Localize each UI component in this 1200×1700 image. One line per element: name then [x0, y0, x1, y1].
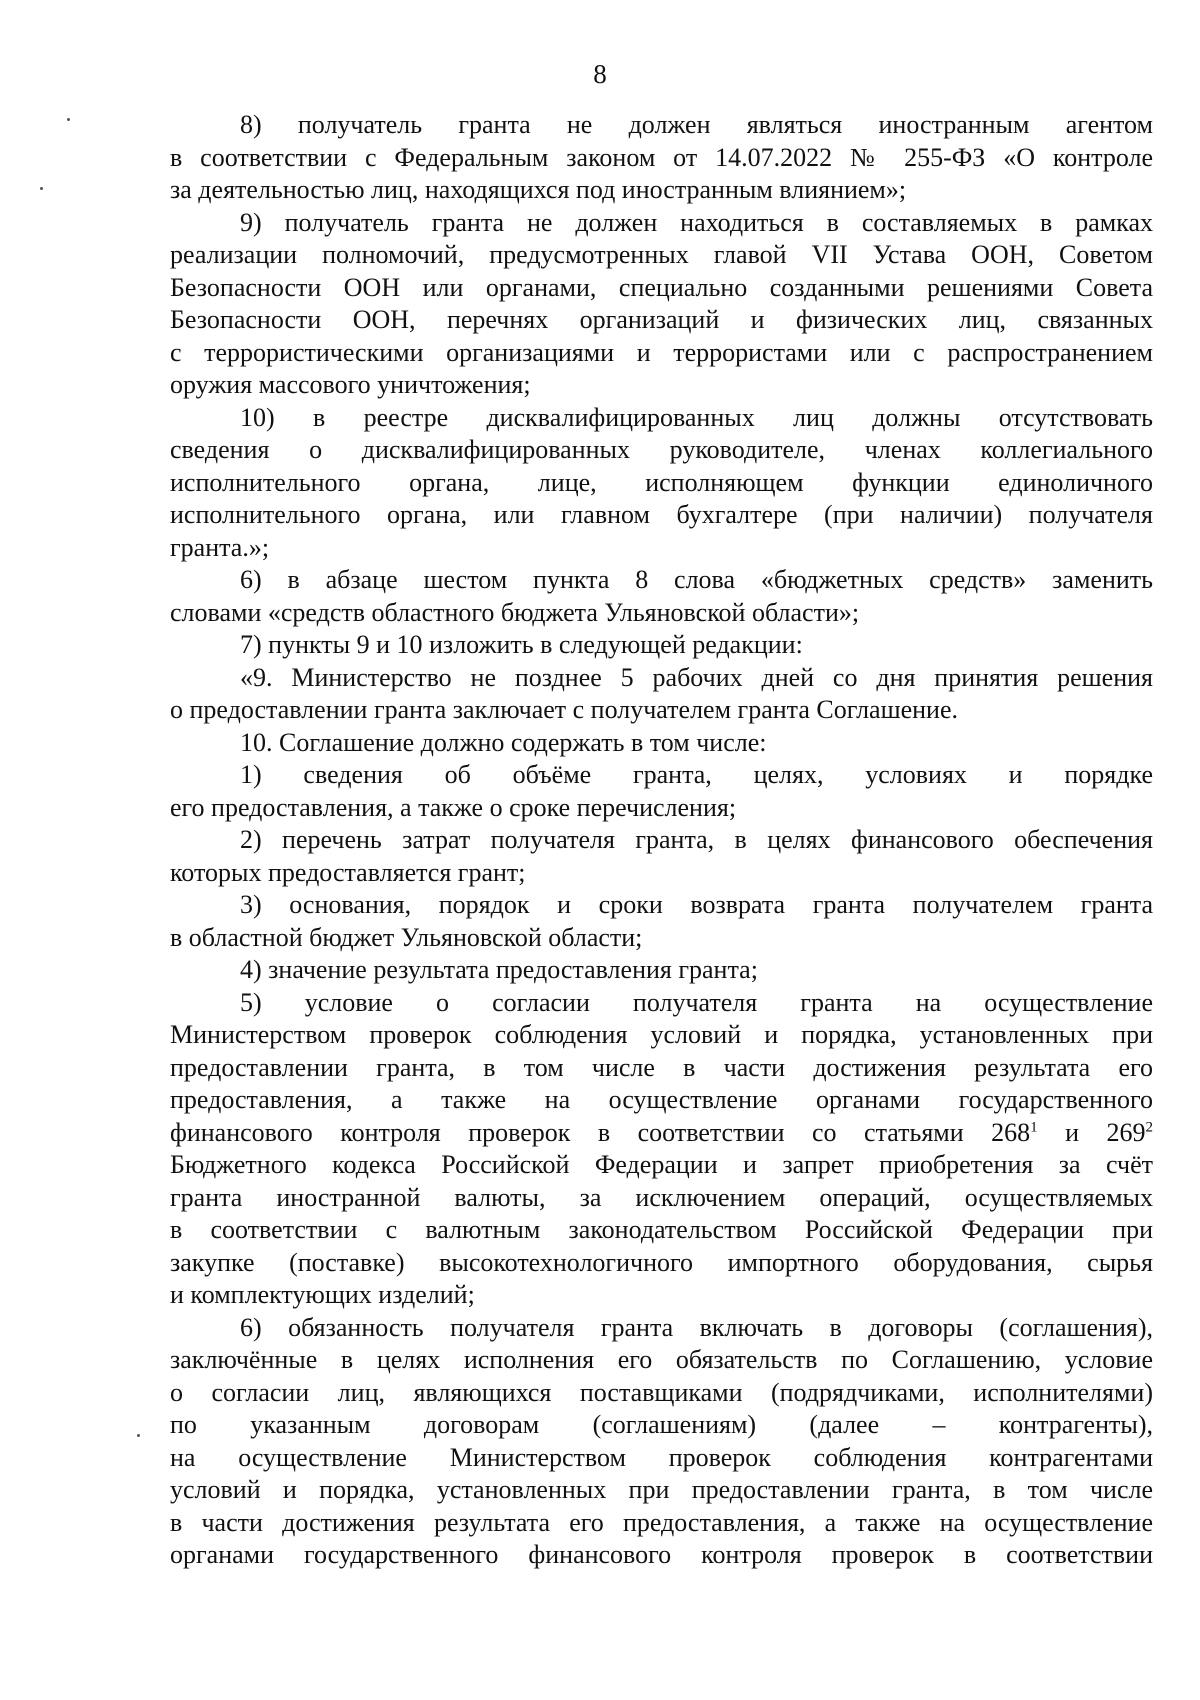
text-segment: и 269: [1037, 1117, 1146, 1147]
text-line: 10) в реестре дисквалифицированных лиц должны отсутствовать: [240, 402, 1153, 432]
text-line: 6) в абзаце шестом пункта 8 слова «бюджетных средств» заменить: [240, 565, 1153, 594]
text-line: заключённые в целях исполнения его обязательств по Соглашению, условие: [170, 1345, 1153, 1374]
paragraph-item-9: [170, 207, 1153, 402]
text-line: «9. Министерство не позднее 5 рабочих дней со дня принятия решения: [240, 662, 1153, 692]
text-line: которых предоставляется грант;: [170, 857, 526, 887]
paragraph-subitem-2: [170, 824, 1153, 889]
text-line: о предоставлении гранта заключает с получателем гранта Соглашение.: [170, 695, 959, 724]
text-line: на осуществление Министерством проверок соблюдения контрагентами: [170, 1442, 1153, 1472]
text-line: 8) получатель гранта не должен являться иностранным агентом: [240, 110, 1153, 139]
text-line: предоставления, а также на осуществление органами государственного: [170, 1085, 1153, 1114]
text-line: словами «средств областного бюджета Ульяновской области»;: [170, 597, 860, 627]
text-line: [170, 1117, 1153, 1150]
text-line: Министерством проверок соблюдения условий и порядка, установленных при: [170, 1020, 1153, 1049]
paragraph-item-8: [170, 109, 1153, 207]
paragraph-subitem-6: [170, 1312, 1153, 1572]
text-line: исполнительного органа, лице, исполняющем функции единоличного: [170, 467, 1153, 497]
text-line: 4) значение результата предоставления гранта;: [240, 955, 758, 984]
paragraph-amendment-6: [170, 564, 1153, 629]
text-line: в областной бюджет Ульяновской области;: [170, 922, 643, 952]
text-line: в соответствии с Федеральным законом от 14.07.2022 № 255-ФЗ «О контроле: [170, 142, 1153, 172]
document-body: [170, 109, 1153, 1572]
text-line: гранта.»;: [170, 532, 270, 562]
page-number: 8: [593, 59, 607, 89]
text-line: Бюджетного кодекса Российской Федерации и запрет приобретения за счёт: [170, 1150, 1153, 1179]
scan-speck: [137, 1434, 140, 1437]
text-line: за деятельностью лиц, находящихся под иностранным влиянием»;: [170, 175, 907, 204]
text-line: 3) основания, порядок и сроки возврата гранта получателем гранта: [240, 890, 1153, 919]
text-line: реализации полномочий, предусмотренных главой VII Устава ООН, Советом: [170, 240, 1153, 269]
text-line: в части достижения результата его предоставления, а также на осуществление: [170, 1507, 1153, 1537]
text-line: гранта иностранной валюты, за исключением операций, осуществляемых: [170, 1182, 1153, 1212]
text-line: с террористическими организациями и террористами или с распространением: [170, 337, 1153, 367]
paragraph-subitem-3: [170, 889, 1153, 954]
text-line: 5) условие о согласии получателя гранта на осуществление: [240, 987, 1153, 1017]
text-line: условий и порядка, установленных при предоставлении гранта, в том числе: [170, 1475, 1153, 1504]
text-segment: финансового контроля проверок в соответствии со статьями 268: [170, 1117, 1031, 1147]
superscript-1: 1: [1030, 1118, 1038, 1135]
text-line: Безопасности ООН или органами, специально созданными решениями Совета: [170, 272, 1153, 302]
paragraph-subitem-4: [170, 954, 1153, 987]
paragraph-clause-10: [170, 727, 1153, 760]
paragraph-amendment-7: [170, 629, 1153, 662]
text-line: 1) сведения об объёме гранта, целях, условиях и порядке: [240, 760, 1153, 789]
superscript-2: 2: [1145, 1118, 1153, 1135]
text-line: о согласии лиц, являющихся поставщиками (подрядчиками, исполнителями): [170, 1377, 1153, 1407]
text-line: и комплектующих изделий;: [170, 1280, 475, 1309]
text-line: оружия массового уничтожения;: [170, 370, 531, 399]
text-line: органами государственного финансового контроля проверок в соответствии: [170, 1540, 1153, 1569]
paragraph-subitem-5: [170, 987, 1153, 1312]
scan-speck: [67, 118, 70, 121]
paragraph-clause-9: [170, 662, 1153, 727]
text-line: по указанным договорам (соглашениям) (далее – контрагенты),: [170, 1410, 1153, 1439]
text-line: сведения о дисквалифицированных руководителе, членах коллегиального: [170, 435, 1153, 464]
text-line: 2) перечень затрат получателя гранта, в целях финансового обеспечения: [240, 825, 1153, 854]
text-line: предоставлении гранта, в том числе в части достижения результата его: [170, 1052, 1153, 1082]
text-line: исполнительного органа, или главном бухгалтере (при наличии) получателя: [170, 500, 1153, 529]
paragraph-subitem-1: [170, 759, 1153, 824]
text-line: закупке (поставке) высокотехнологичного импортного оборудования, сырья: [170, 1247, 1153, 1277]
text-line: 6) обязанность получателя гранта включать в договоры (соглашения),: [240, 1312, 1153, 1342]
text-line: Безопасности ООН, перечнях организаций и физических лиц, связанных: [170, 305, 1153, 334]
text-line: 7) пункты 9 и 10 изложить в следующей редакции:: [240, 630, 803, 659]
paragraph-item-10: [170, 402, 1153, 565]
text-line: его предоставления, а также о сроке перечисления;: [170, 792, 737, 822]
text-line: 10. Соглашение должно содержать в том числе:: [240, 727, 767, 757]
text-line: 9) получатель гранта не должен находиться в составляемых в рамках: [240, 207, 1153, 237]
text-line: в соответствии с валютным законодательством Российской Федерации при: [170, 1215, 1153, 1244]
scan-speck: [40, 187, 43, 190]
